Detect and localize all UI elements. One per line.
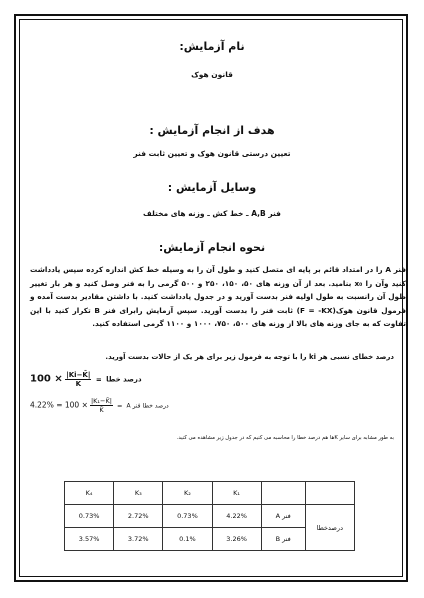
header-k2: K₂ [163,482,212,505]
goal-value: تعیین درستی قانون هوک و تعیین ثابت فنر [133,149,291,158]
results-table [64,481,355,551]
example-formula: درصد خطا فنر A = $\frac{\text{|K₁−K̄|}}{K̄}$ × 100 = 4.22% [30,397,169,414]
exp-name-value: قانون هوک [191,70,233,79]
tools-heading: وسایل آزمایش : [167,181,257,194]
cell-b-k2: 0.1% [163,528,212,551]
example-result: × 100 = 4.22% [30,400,88,410]
group-label: درصدخطا [305,505,354,551]
table-note: به طور مشابه برای سایر Kها هم درصد خطا را محاسبه می کنیم که در جدول زیر مشاهده می کنید. [176,435,394,441]
formula-denominator: K̄ [75,380,82,388]
cell-a-k3: 2.72% [114,505,163,528]
cell-a-k2: 0.73% [163,505,212,528]
header-k4: K₄ [65,482,114,505]
cell-b-k4: 3.57% [65,528,114,551]
cell-a-k1: 4.22% [212,505,261,528]
formula-label: درصد خطا [106,375,142,384]
error-formula: درصد خطا = $\frac{|Ki-K̄|}{K̄}$ × 100 [30,371,142,388]
cell-b-k1: 3.26% [212,528,261,551]
header-k3: K₃ [114,482,163,505]
row-label-a: فنر A [261,505,305,528]
example-label: درصد خطا فنر A [126,402,169,410]
header-empty-2 [305,482,354,505]
header-empty [261,482,305,505]
goal-heading: هدف از انجام آزمایش : [149,124,275,137]
table-header-row [65,482,355,505]
cell-b-k3: 3.72% [114,528,163,551]
table-row [65,505,355,528]
exp-name-heading: نام آزمایش: [179,40,245,53]
procedure-heading: نحوه انجام آزمایش: [158,241,266,254]
procedure-paragraph: فنر A را در امتداد قائم بر پایه ای متصل کنید و طول آن را به وسیله خط کش اندازه کرده سپس یادداشت کنید وآن را x₀ بنامید. بعد از آن وزنه های ۵۰، ۱۵۰، ۲۵۰ و ۵۰۰ گرمی را به فنر وصل کنید و هر بار تغییر طول آن رانسبت به طول اولیه فنر بدست آورید و در جدول یادداشت کنید. با داشتن مقادیر بدست آمده و فرمول قانون هوک(F = -KX) ثابت فنر را بدست آورید. سپس آزمایش رابرای فنر B تکرار کنید با این تفاوت که به جای وزنه های بالا از وزنه های ۵۰۰، ۷۵۰، ۱۰۰۰ و ۱۱۰۰ گرمی استفاده کنید. [30,265,407,329]
example-fraction [90,397,113,414]
tools-value: فنر A,B ـ خط کش ـ وزنه های مختلف [143,209,281,218]
example-numerator: |K₁−K̄| [90,397,112,405]
formula-fraction [65,371,91,388]
error-intro: درصد خطای نسبی هر ki را با توجه به فرمول زیر برای هر یک از حالات بدست آورید. [105,353,394,361]
header-k1: K₁ [212,482,261,505]
formula-numerator: |Ki−K̄| [66,371,91,379]
row-label-b: فنر B [261,528,305,551]
cell-a-k4: 0.73% [65,505,114,528]
formula-times-100: × 100 [30,373,63,385]
example-denominator: K̄ [99,406,104,414]
